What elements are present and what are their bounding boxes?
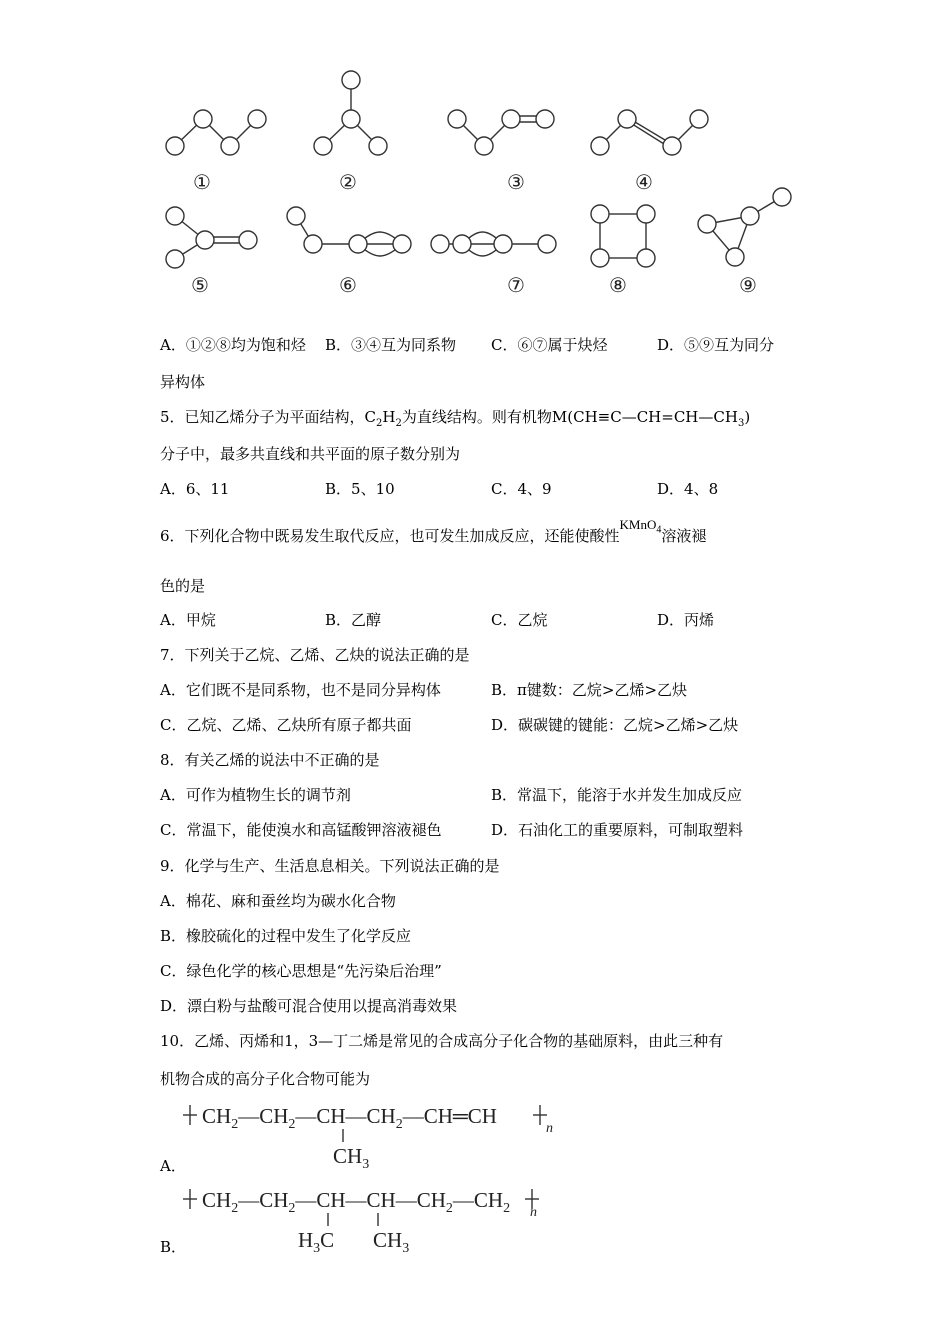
q4-option-d[interactable]: D．⑤⑨互为同分 [657, 336, 775, 354]
q8-option-d[interactable]: D．石油化工的重要原料，可制取塑料 [491, 821, 744, 839]
figure-label-6: ⑥ [339, 275, 357, 297]
q7-option-c[interactable]: C．乙烷、乙烯、乙炔所有原子都共面 [160, 716, 412, 734]
svg-text:CH2—CH2—CH—CH2—CH═CH: $CH_2—CH_2—CH—CH_2—CH═CH$ [202, 1104, 497, 1132]
q6-option-a[interactable]: A．甲烷 [160, 611, 216, 629]
q6-option-b[interactable]: B．乙醇 [325, 611, 382, 629]
kmno4-formula: KMnO$_4$ [619, 517, 662, 536]
q7-option-d[interactable]: D．碳碳键的键能：乙烷>乙烯>乙炔 [491, 716, 739, 734]
q5-option-c[interactable]: C．4、9 [491, 480, 552, 498]
q6-option-c[interactable]: C．乙烷 [491, 611, 548, 629]
q9-option-b[interactable]: B．橡胶硫化的过程中发生了化学反应 [160, 927, 412, 945]
molecule-4 [591, 110, 708, 155]
molecule-2 [314, 71, 387, 155]
q10-stem-line2: 机物合成的高分子化合物可能为 [160, 1070, 371, 1088]
q8-option-a[interactable]: A．可作为植物生长的调节剂 [160, 786, 351, 804]
svg-text:n: n [530, 1205, 537, 1220]
svg-text:n: n [546, 1121, 553, 1136]
q10-formula-a [180, 1096, 580, 1171]
q4-option-a[interactable]: A．①②⑧均为饱和烃 [160, 336, 306, 354]
q5-option-b[interactable]: B．5、10 [325, 480, 395, 498]
q5-option-d[interactable]: D．4、8 [657, 480, 719, 498]
q4-option-d-wrap: 异构体 [160, 373, 206, 391]
figure-label-8: ⑧ [609, 275, 627, 297]
q10-option-b[interactable]: B． [160, 1238, 187, 1256]
figure-label-7: ⑦ [507, 275, 525, 297]
figure-label-9: ⑨ [739, 275, 757, 297]
q4-option-b[interactable]: B．③④互为同系物 [325, 336, 457, 354]
molecule-figures [0, 0, 950, 310]
molecule-9 [698, 188, 791, 266]
q7-option-b[interactable]: B．π键数：乙烷>乙烯>乙炔 [491, 681, 688, 699]
q6-option-d[interactable]: D．丙烯 [657, 611, 715, 629]
q10-formula-b [180, 1180, 580, 1255]
molecule-3 [448, 110, 554, 155]
q4-option-c[interactable]: C．⑥⑦属于炔烃 [491, 336, 608, 354]
figure-label-3: ③ [507, 172, 525, 194]
molecule-8 [591, 205, 655, 267]
q10-option-a[interactable]: A． [160, 1157, 186, 1175]
q9-option-c[interactable]: C．绿色化学的核心思想是“先污染后治理” [160, 962, 442, 980]
q5-stem-line2: 分子中，最多共直线和共平面的原子数分别为 [160, 445, 461, 463]
molecule-5 [166, 207, 257, 268]
q5-stem-line1: 5．已知乙烯分子为平面结构，$C_2H_2$为直线结构。则有机物$M(CH\equiv C—CH=CH—CH_3)$ [160, 408, 751, 429]
q7-stem: 7．下列关于乙烷、乙烯、乙炔的说法正确的是 [160, 646, 470, 664]
q6-stem: 6．下列化合物中既易发生取代反应，也可发生加成反应，还能使酸性KMnO$_4$溶液褪 [160, 517, 707, 545]
q8-stem: 8．有关乙烯的说法中不正确的是 [160, 751, 380, 769]
q6-stem-line2: 色的是 [160, 577, 206, 595]
q8-option-c[interactable]: C．常温下，能使溴水和高锰酸钾溶液褪色 [160, 821, 442, 839]
svg-text:CH2—CH2—CH—CH—CH2—CH2: $CH_2—CH_2—CH—CH—CH_2—CH_2$ [202, 1188, 511, 1216]
figure-label-4: ④ [635, 172, 653, 194]
q7-option-a[interactable]: A．它们既不是同系物，也不是同分异构体 [160, 681, 441, 699]
q8-option-b[interactable]: B．常温下，能溶于水并发生加成反应 [491, 786, 743, 804]
q9-option-d[interactable]: D．漂白粉与盐酸可混合使用以提高消毒效果 [160, 997, 458, 1015]
molecule-7 [431, 232, 556, 256]
q9-stem: 9．化学与生产、生活息息相关。下列说法正确的是 [160, 857, 500, 875]
svg-text:H3C: $H_3C$ [298, 1228, 335, 1255]
molecule-6 [287, 207, 411, 256]
svg-text:CH3: $CH_3$ [373, 1228, 410, 1255]
molecule-1 [166, 110, 266, 155]
q10-stem-line1: 10．乙烯、丙烯和1，3—丁二烯是常见的合成高分子化合物的基础原料，由此三种有 [160, 1032, 724, 1050]
q9-option-a[interactable]: A．棉花、麻和蚕丝均为碳水化合物 [160, 892, 396, 910]
figure-label-1: ① [193, 172, 211, 194]
figure-label-5: ⑤ [191, 275, 209, 297]
svg-text:CH3: $CH_3$ [333, 1144, 370, 1171]
q5-option-a[interactable]: A．6、11 [160, 480, 230, 498]
figure-label-2: ② [339, 172, 357, 194]
